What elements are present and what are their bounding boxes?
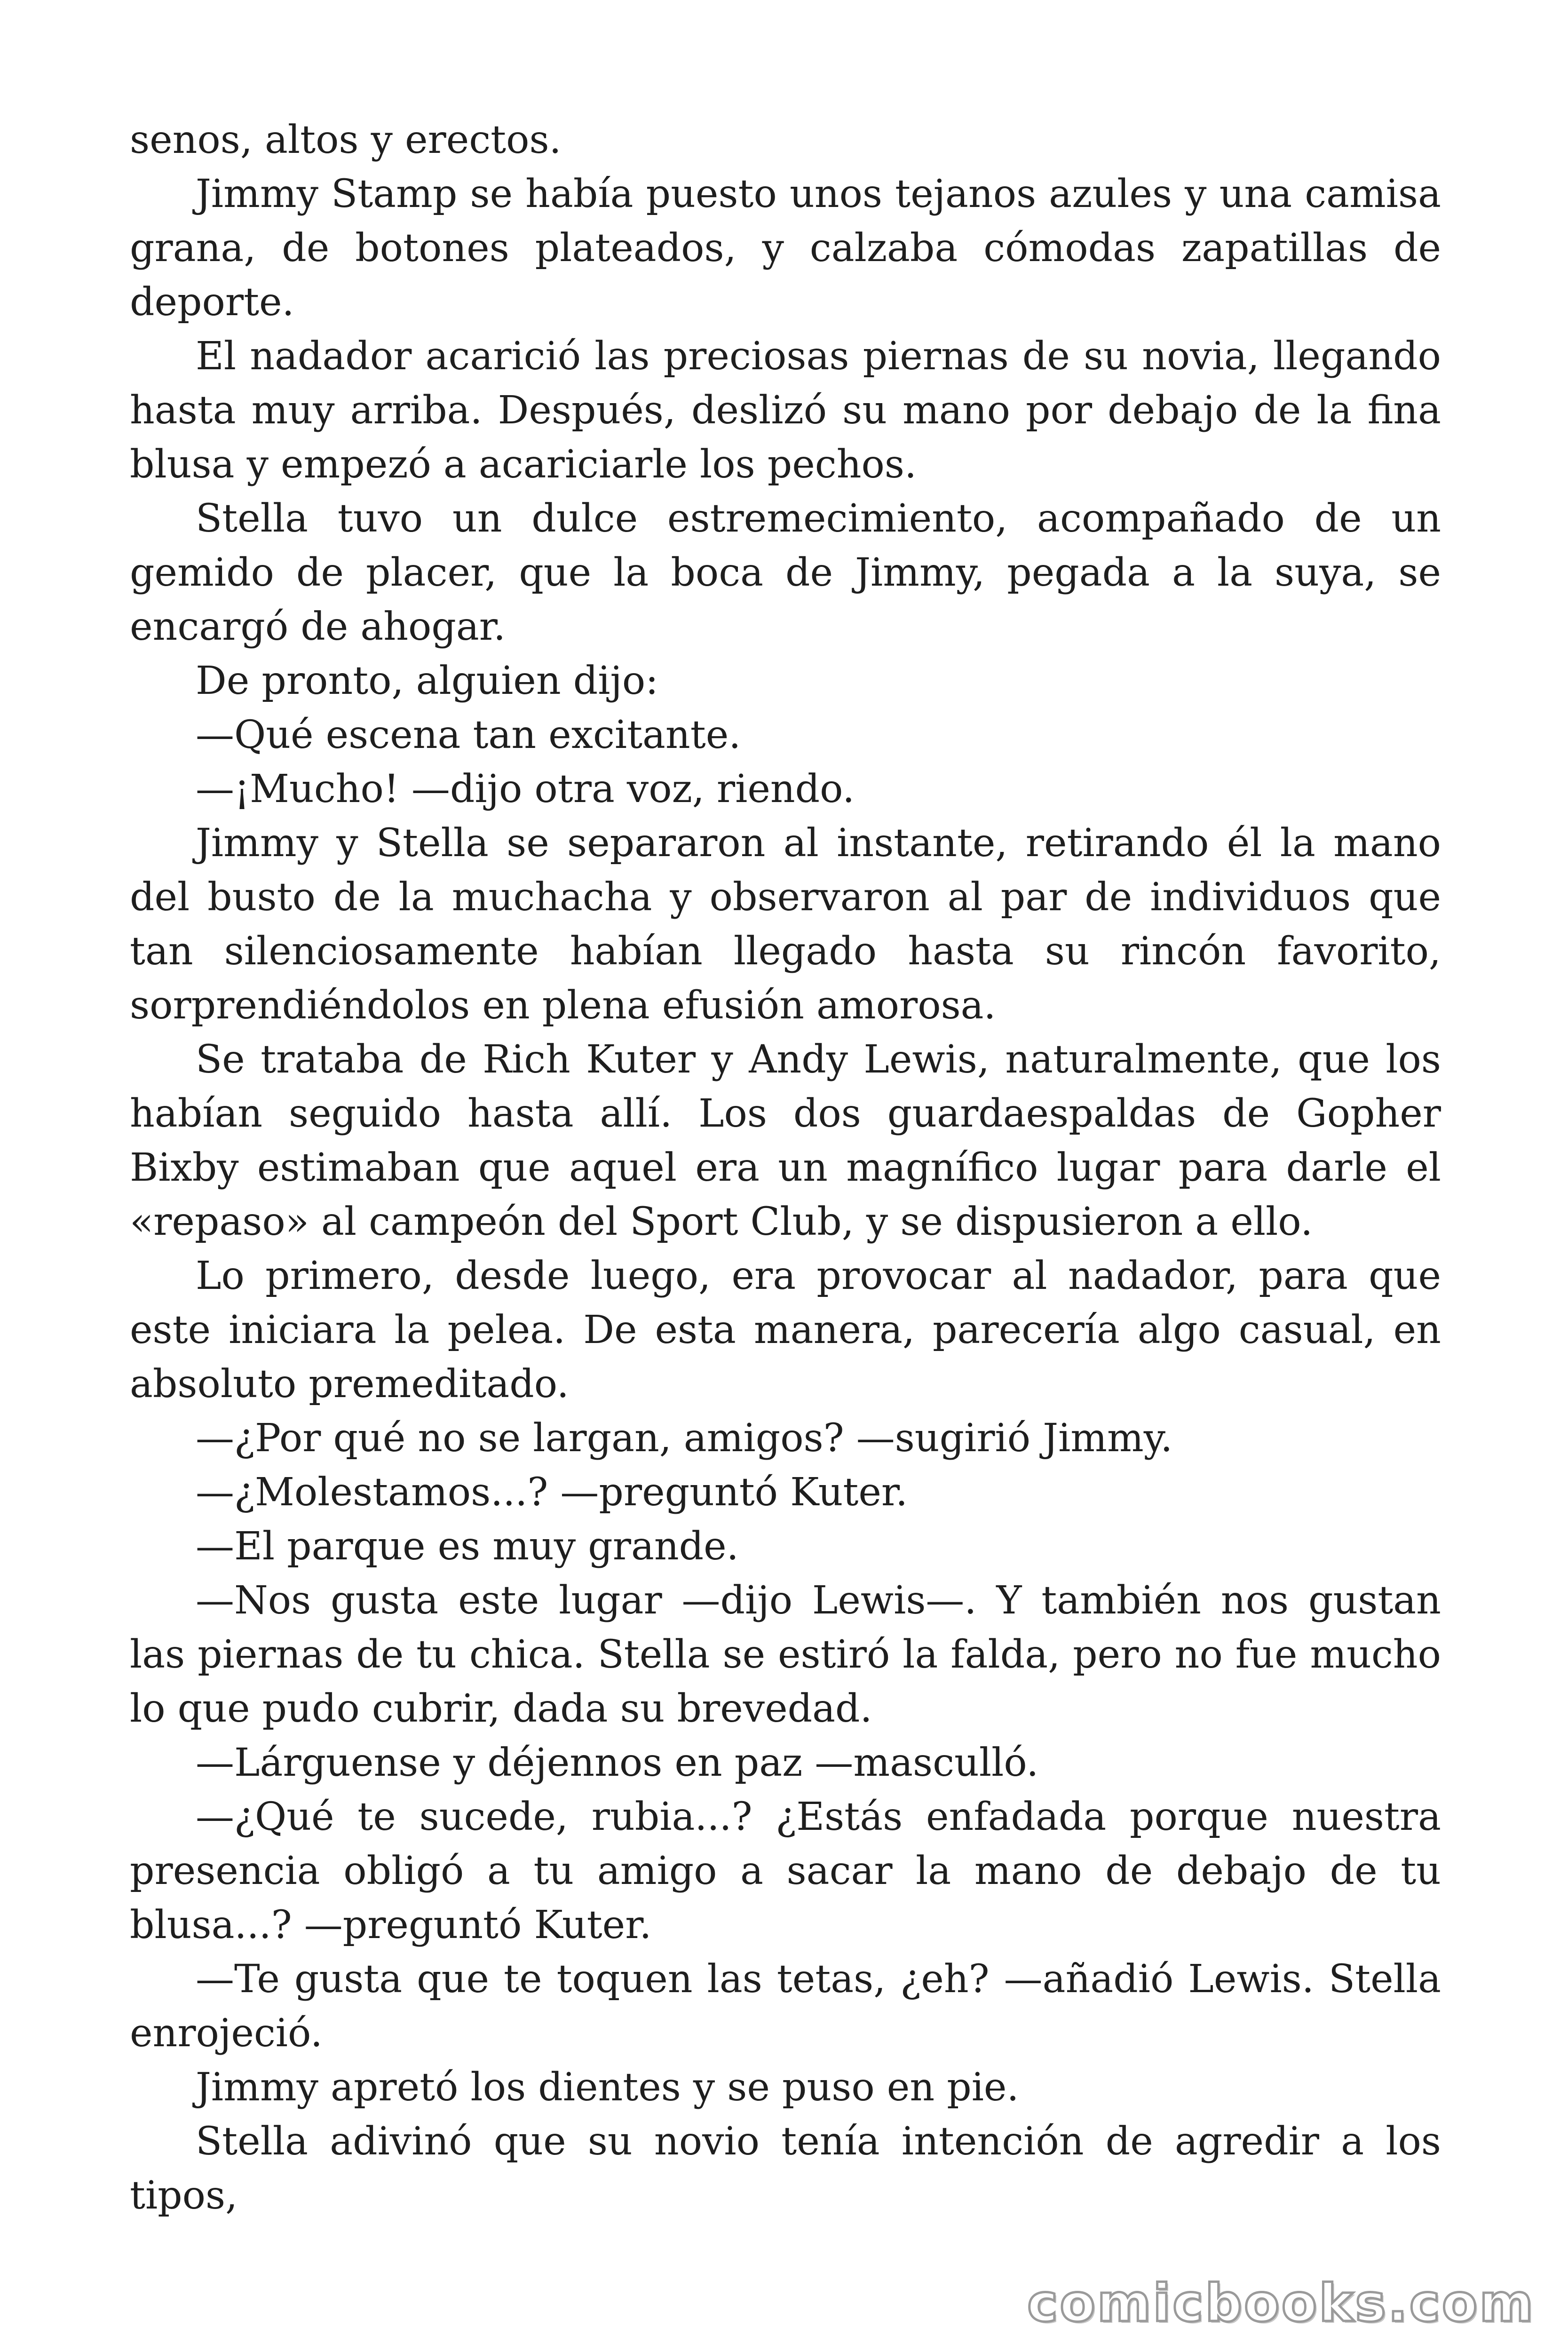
paragraph-8: Jimmy y Stella se separaron al instante, retirando él la mano del busto de la muchacha y observaron al par de individuos que tan silenciosamente habían llegado hasta su rincón favorito, sorprendiéndolos en plena efusión amorosa.	[130, 821, 1441, 1028]
paragraph-12: —¿Molestamos...? —preguntó Kuter.	[196, 1470, 908, 1515]
watermark: comicbooks.com	[1027, 2273, 1535, 2333]
paragraph-19: Stella adivinó que su novio tenía intención de agredir a los tipos,	[130, 2119, 1441, 2218]
paragraph-1: senos, altos y erectos.	[130, 118, 562, 162]
paragraph-2: Jimmy Stamp se había puesto unos tejanos azules y una camisa grana, de botones plateados, y calzaba cómodas zapatillas de deporte.	[130, 172, 1441, 325]
paragraph-14: —Nos gusta este lugar —dijo Lewis—. Y también nos gustan las piernas de tu chica. Stella se estiró la falda, pero no fue mucho lo que pudo cubrir, dada su brevedad.	[130, 1578, 1441, 1731]
paragraph-10: Lo primero, desde luego, era provocar al nadador, para que este iniciara la pelea. De esta manera, parecería algo casual, en absoluto premeditado.	[130, 1254, 1441, 1406]
paragraph-16: —¿Qué te sucede, rubia...? ¿Estás enfadada porque nuestra presencia obligó a tu amigo a sacar la mano de debajo de tu blusa...? —preguntó Kuter.	[130, 1795, 1441, 1947]
paragraph-18: Jimmy apretó los dientes y se puso en pie.	[196, 2065, 1019, 2110]
paragraph-15: —Lárguense y déjennos en paz —masculló.	[196, 1740, 1039, 1785]
paragraph-13: —El parque es muy grande.	[196, 1524, 739, 1569]
page-text	[130, 113, 1441, 2223]
paragraph-17: —Te gusta que te toquen las tetas, ¿eh? —añadió Lewis. Stella enrojeció.	[130, 1957, 1441, 2056]
paragraph-11: —¿Por qué no se largan, amigos? —sugirió Jimmy.	[196, 1416, 1173, 1461]
paragraph-5: De pronto, alguien dijo:	[196, 659, 658, 703]
paragraph-3: El nadador acarició las preciosas piernas de su novia, llegando hasta muy arriba. Después, deslizó su mano por debajo de la fina blusa y empezó a acariciarle los pechos.	[130, 334, 1441, 487]
paragraph-7: —¡Mucho! —dijo otra voz, riendo.	[196, 767, 855, 811]
paragraph-9: Se trataba de Rich Kuter y Andy Lewis, naturalmente, que los habían seguido hasta allí. Los dos guardaespaldas de Gopher Bixby estimaban que aquel era un magnífico lugar para darle el «repaso» al campeón del Sport Club, y se dispusieron a ello.	[130, 1037, 1441, 1244]
paragraph-6: —Qué escena tan excitante.	[196, 713, 741, 757]
paragraph-4: Stella tuvo un dulce estremecimiento, acompañado de un gemido de placer, que la boca de Jimmy, pegada a la suya, se encargó de ahogar.	[130, 496, 1441, 649]
